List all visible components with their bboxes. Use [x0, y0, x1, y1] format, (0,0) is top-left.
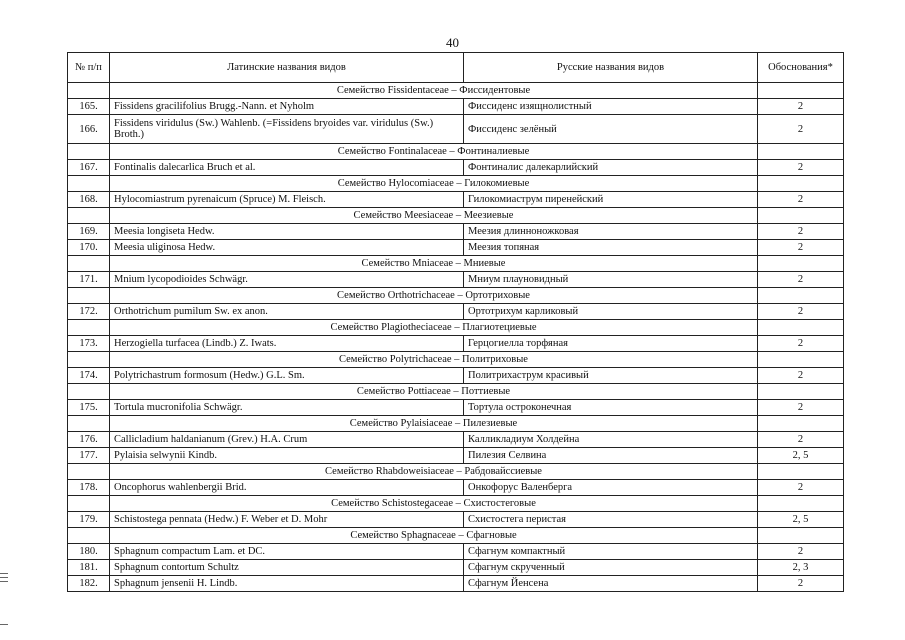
margin-mark	[0, 573, 8, 574]
family-row	[68, 144, 844, 160]
species-number: 178.	[68, 480, 110, 496]
family-basis-cell	[758, 496, 844, 512]
family-basis-cell	[758, 176, 844, 192]
page-number: 40	[446, 35, 459, 50]
species-row	[68, 448, 844, 464]
species-latin-name: Sphagnum contortum Schultz	[110, 560, 464, 576]
family-row	[68, 528, 844, 544]
species-basis: 2	[758, 115, 844, 144]
species-number: 174.	[68, 368, 110, 384]
family-row	[68, 352, 844, 368]
species-basis: 2	[758, 224, 844, 240]
family-name: Семейство Pottiaceae – Поттиевые	[110, 384, 758, 400]
species-row	[68, 240, 844, 256]
species-latin-name: Pylaisia selwynii Kindb.	[110, 448, 464, 464]
family-basis-cell	[758, 384, 844, 400]
species-russian-name: Схистостега перистая	[464, 512, 758, 528]
species-row	[68, 304, 844, 320]
species-basis: 2	[758, 480, 844, 496]
family-number-cell	[68, 288, 110, 304]
family-row	[68, 256, 844, 272]
species-russian-name: Меезия топяная	[464, 240, 758, 256]
species-basis: 2	[758, 272, 844, 288]
species-basis: 2	[758, 576, 844, 592]
species-russian-name: Ортотрихум карликовый	[464, 304, 758, 320]
margin-mark	[0, 581, 8, 582]
species-latin-name: Meesia uliginosa Hedw.	[110, 240, 464, 256]
species-row	[68, 400, 844, 416]
species-row	[68, 160, 844, 176]
species-row	[68, 480, 844, 496]
species-russian-name: Гилокомиаструм пиренейский	[464, 192, 758, 208]
family-row	[68, 496, 844, 512]
species-basis: 2	[758, 304, 844, 320]
family-number-cell	[68, 176, 110, 192]
margin-mark	[0, 577, 8, 578]
family-name: Семейство Meesiaceae – Меезиевые	[110, 208, 758, 224]
family-number-cell	[68, 528, 110, 544]
family-row	[68, 83, 844, 99]
species-row	[68, 224, 844, 240]
family-name: Семейство Fissidentaceae – Фиссидентовые	[110, 83, 758, 99]
species-row	[68, 512, 844, 528]
species-russian-name: Онкофорус Валенберга	[464, 480, 758, 496]
header-russian: Русские названия видов	[464, 53, 758, 83]
species-latin-name: Oncophorus wahlenbergii Brid.	[110, 480, 464, 496]
species-basis: 2	[758, 368, 844, 384]
family-basis-cell	[758, 256, 844, 272]
species-row	[68, 432, 844, 448]
species-russian-name: Фиссиденс изящнолистный	[464, 99, 758, 115]
species-number: 182.	[68, 576, 110, 592]
family-basis-cell	[758, 464, 844, 480]
species-russian-name: Фиссиденс зелёный	[464, 115, 758, 144]
header-row	[68, 53, 844, 83]
species-latin-name: Callicladium haldanianum (Grev.) H.A. Crum	[110, 432, 464, 448]
species-number: 180.	[68, 544, 110, 560]
family-name: Семейство Mniaceae – Мниевые	[110, 256, 758, 272]
species-latin-name: Sphagnum jensenii H. Lindb.	[110, 576, 464, 592]
species-row	[68, 192, 844, 208]
species-russian-name: Тортула остроконечная	[464, 400, 758, 416]
family-basis-cell	[758, 208, 844, 224]
family-row	[68, 208, 844, 224]
species-latin-name: Fissidens gracilifolius Brugg.-Nann. et Nyholm	[110, 99, 464, 115]
family-number-cell	[68, 416, 110, 432]
species-basis: 2	[758, 160, 844, 176]
family-name: Семейство Sphagnaceae – Сфагновые	[110, 528, 758, 544]
species-russian-name: Мниум плауновидный	[464, 272, 758, 288]
species-row	[68, 544, 844, 560]
species-row	[68, 336, 844, 352]
table-body	[68, 83, 844, 592]
species-basis: 2	[758, 192, 844, 208]
family-name: Семейство Polytrichaceae – Политриховые	[110, 352, 758, 368]
family-basis-cell	[758, 352, 844, 368]
species-number: 165.	[68, 99, 110, 115]
species-latin-name: Fontinalis dalecarlica Bruch et al.	[110, 160, 464, 176]
species-number: 181.	[68, 560, 110, 576]
header-number: № п/п	[68, 53, 110, 83]
species-number: 172.	[68, 304, 110, 320]
species-latin-name: Orthotrichum pumilum Sw. ex anon.	[110, 304, 464, 320]
species-number: 168.	[68, 192, 110, 208]
family-number-cell	[68, 496, 110, 512]
species-basis: 2, 5	[758, 512, 844, 528]
family-number-cell	[68, 384, 110, 400]
family-row	[68, 416, 844, 432]
species-table	[67, 52, 844, 592]
family-name: Семейство Orthotrichaceae – Ортотриховые	[110, 288, 758, 304]
family-row	[68, 464, 844, 480]
family-name: Семейство Schistostegaceae – Схистостеговые	[110, 496, 758, 512]
species-latin-name: Herzogiella turfacea (Lindb.) Z. Iwats.	[110, 336, 464, 352]
species-number: 179.	[68, 512, 110, 528]
species-latin-name: Mnium lycopodioides Schwägr.	[110, 272, 464, 288]
species-russian-name: Герцогиелла торфяная	[464, 336, 758, 352]
species-number: 167.	[68, 160, 110, 176]
species-russian-name: Сфагнум скрученный	[464, 560, 758, 576]
species-basis: 2	[758, 432, 844, 448]
species-basis: 2, 5	[758, 448, 844, 464]
species-number: 169.	[68, 224, 110, 240]
species-latin-name: Fissidens viridulus (Sw.) Wahlenb. (=Fissidens bryoides var. viridulus (Sw.) Broth.)	[110, 115, 464, 144]
species-latin-name: Schistostega pennata (Hedw.) F. Weber et D. Mohr	[110, 512, 464, 528]
species-number: 166.	[68, 115, 110, 144]
species-number: 171.	[68, 272, 110, 288]
species-russian-name: Сфагнум Йенсена	[464, 576, 758, 592]
species-basis: 2, 3	[758, 560, 844, 576]
species-number: 176.	[68, 432, 110, 448]
species-basis: 2	[758, 336, 844, 352]
species-number: 170.	[68, 240, 110, 256]
species-russian-name: Фонтиналис далекарлийский	[464, 160, 758, 176]
margin-mark	[0, 624, 8, 625]
species-basis: 2	[758, 240, 844, 256]
family-number-cell	[68, 208, 110, 224]
family-name: Семейство Fontinalaceae – Фонтиналиевые	[110, 144, 758, 160]
species-row	[68, 99, 844, 115]
species-row	[68, 368, 844, 384]
family-basis-cell	[758, 320, 844, 336]
species-russian-name: Калликладиум Холдейна	[464, 432, 758, 448]
family-basis-cell	[758, 83, 844, 99]
header-basis: Обоснования*	[758, 53, 844, 83]
species-row	[68, 115, 844, 144]
family-row	[68, 176, 844, 192]
family-basis-cell	[758, 528, 844, 544]
species-latin-name: Polytrichastrum formosum (Hedw.) G.L. Sm.	[110, 368, 464, 384]
species-latin-name: Hylocomiastrum pyrenaicum (Spruce) M. Fleisch.	[110, 192, 464, 208]
species-basis: 2	[758, 400, 844, 416]
family-number-cell	[68, 352, 110, 368]
species-basis: 2	[758, 99, 844, 115]
family-number-cell	[68, 464, 110, 480]
family-name: Семейство Pylaisiaceae – Пилезиевые	[110, 416, 758, 432]
species-row	[68, 576, 844, 592]
family-number-cell	[68, 144, 110, 160]
species-russian-name: Политрихаструм красивый	[464, 368, 758, 384]
family-name: Семейство Plagiotheciaceae – Плагиотециевые	[110, 320, 758, 336]
species-number: 175.	[68, 400, 110, 416]
species-latin-name: Tortula mucronifolia Schwägr.	[110, 400, 464, 416]
family-basis-cell	[758, 416, 844, 432]
species-number: 173.	[68, 336, 110, 352]
header-latin: Латинские названия видов	[110, 53, 464, 83]
family-row	[68, 384, 844, 400]
family-row	[68, 288, 844, 304]
family-number-cell	[68, 83, 110, 99]
family-basis-cell	[758, 288, 844, 304]
family-basis-cell	[758, 144, 844, 160]
family-name: Семейство Hylocomiaceae – Гилокомиевые	[110, 176, 758, 192]
species-russian-name: Меезия длинноножковая	[464, 224, 758, 240]
species-russian-name: Пилезия Селвина	[464, 448, 758, 464]
species-latin-name: Meesia longiseta Hedw.	[110, 224, 464, 240]
species-row	[68, 272, 844, 288]
species-russian-name: Сфагнум компактный	[464, 544, 758, 560]
species-number: 177.	[68, 448, 110, 464]
family-row	[68, 320, 844, 336]
family-name: Семейство Rhabdoweisiaceae – Рабдовайссиевые	[110, 464, 758, 480]
family-number-cell	[68, 256, 110, 272]
family-number-cell	[68, 320, 110, 336]
species-latin-name: Sphagnum compactum Lam. et DC.	[110, 544, 464, 560]
species-basis: 2	[758, 544, 844, 560]
species-row	[68, 560, 844, 576]
